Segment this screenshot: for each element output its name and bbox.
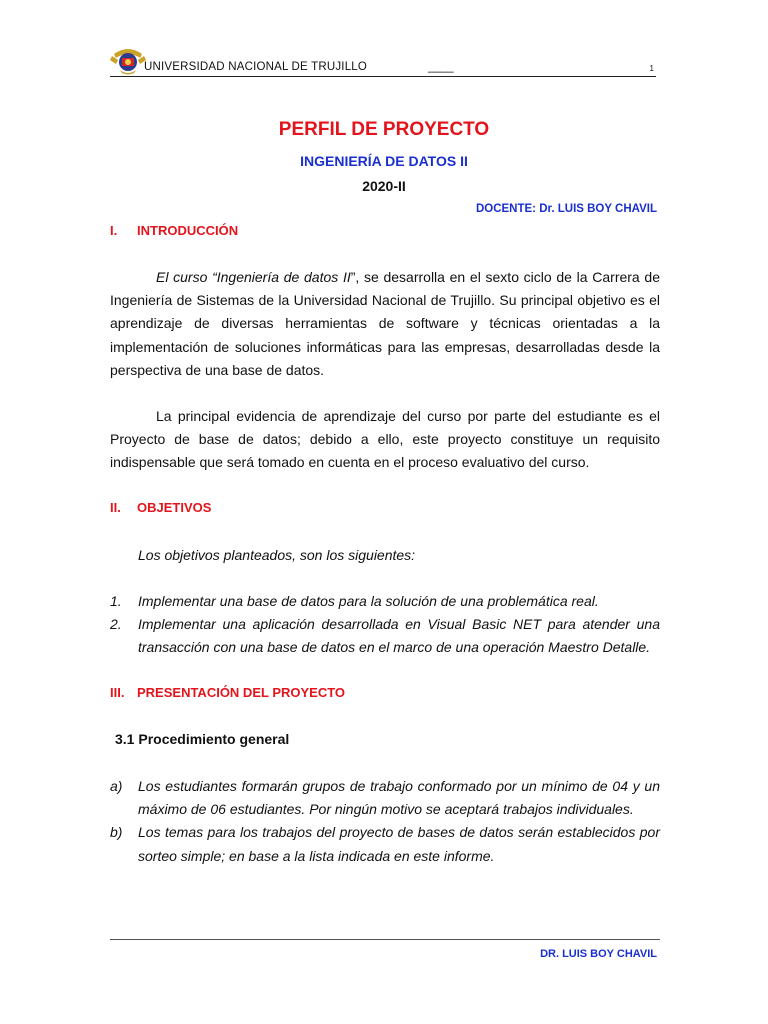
docente-label: DOCENTE: Dr. LUIS BOY CHAVIL [475,203,657,215]
section-number: II. [110,500,121,515]
footer-divider [110,939,660,940]
procedimiento-list [110,775,660,868]
document-title: PERFIL DE PROYECTO [278,119,490,140]
header-university: UNIVERSIDAD NACIONAL DE TRUJILLO [144,61,368,73]
section-label: OBJETIVOS [137,500,212,515]
page-number: 1 [649,64,654,73]
footer-author: DR. LUIS BOY CHAVIL [540,948,657,960]
objetivos-lead: Los objetivos planteados, son los siguientes: [138,547,416,563]
list-item: b) Los temas para los trabajos del proyecto de bases de datos serán establecidos por sorteo simple; en base a la lista indicada en este informe. [110,824,660,864]
section-number: III. [110,685,125,700]
section-label: INTRODUCCIÓN [137,223,239,238]
section-objetivos [110,500,211,515]
list-item: 1. Implementar una base de datos para la solución de una problemática real. [110,593,599,609]
header-separator: ____ [428,61,454,73]
intro-paragraph-1: El curso “Ingeniería de datos II”, se desarrolla en el sexto ciclo de la Carrera de Ingeniería de Sistemas de la Universidad Nacional de Trujillo. Su principal objetivo es el aprendizaje de diversas herramientas de software y técnicas orientadas a la implementación de soluciones informáticas para las empresas, desarrolladas desde la perspectiva de una base de datos. [110,269,660,378]
subsection-heading: 3.1 Procedimiento general [115,731,290,747]
academic-term: 2020-II [362,178,406,194]
list-item: a) Los estudiantes formarán grupos de trabajo conformado por un mínimo de 04 y un máximo de 06 estudiantes. Por ningún motivo se aceptará trabajos individuales. [110,778,660,818]
university-seal-icon [110,42,146,76]
section-presentacion [110,685,345,700]
list-item: 2. Implementar una aplicación desarrollada en Visual Basic NET para atender una transacción con una base de datos en el marco de una operación Maestro Detalle. [110,616,660,656]
section-number: I. [110,223,118,238]
intro-paragraph-2: La principal evidencia de aprendizaje del curso por parte del estudiante es el Proyecto de base de datos; debido a ello, este proyecto constituye un requisito indispensable que será tomado en cuenta en el proceso evaluativo del curso. [110,408,660,471]
section-introduccion [110,223,238,238]
section-label: PRESENTACIÓN DEL PROYECTO [137,685,346,700]
course-name: INGENIERÍA DE DATOS II [300,153,468,169]
objetivos-list [110,590,660,660]
page-header [110,42,656,77]
